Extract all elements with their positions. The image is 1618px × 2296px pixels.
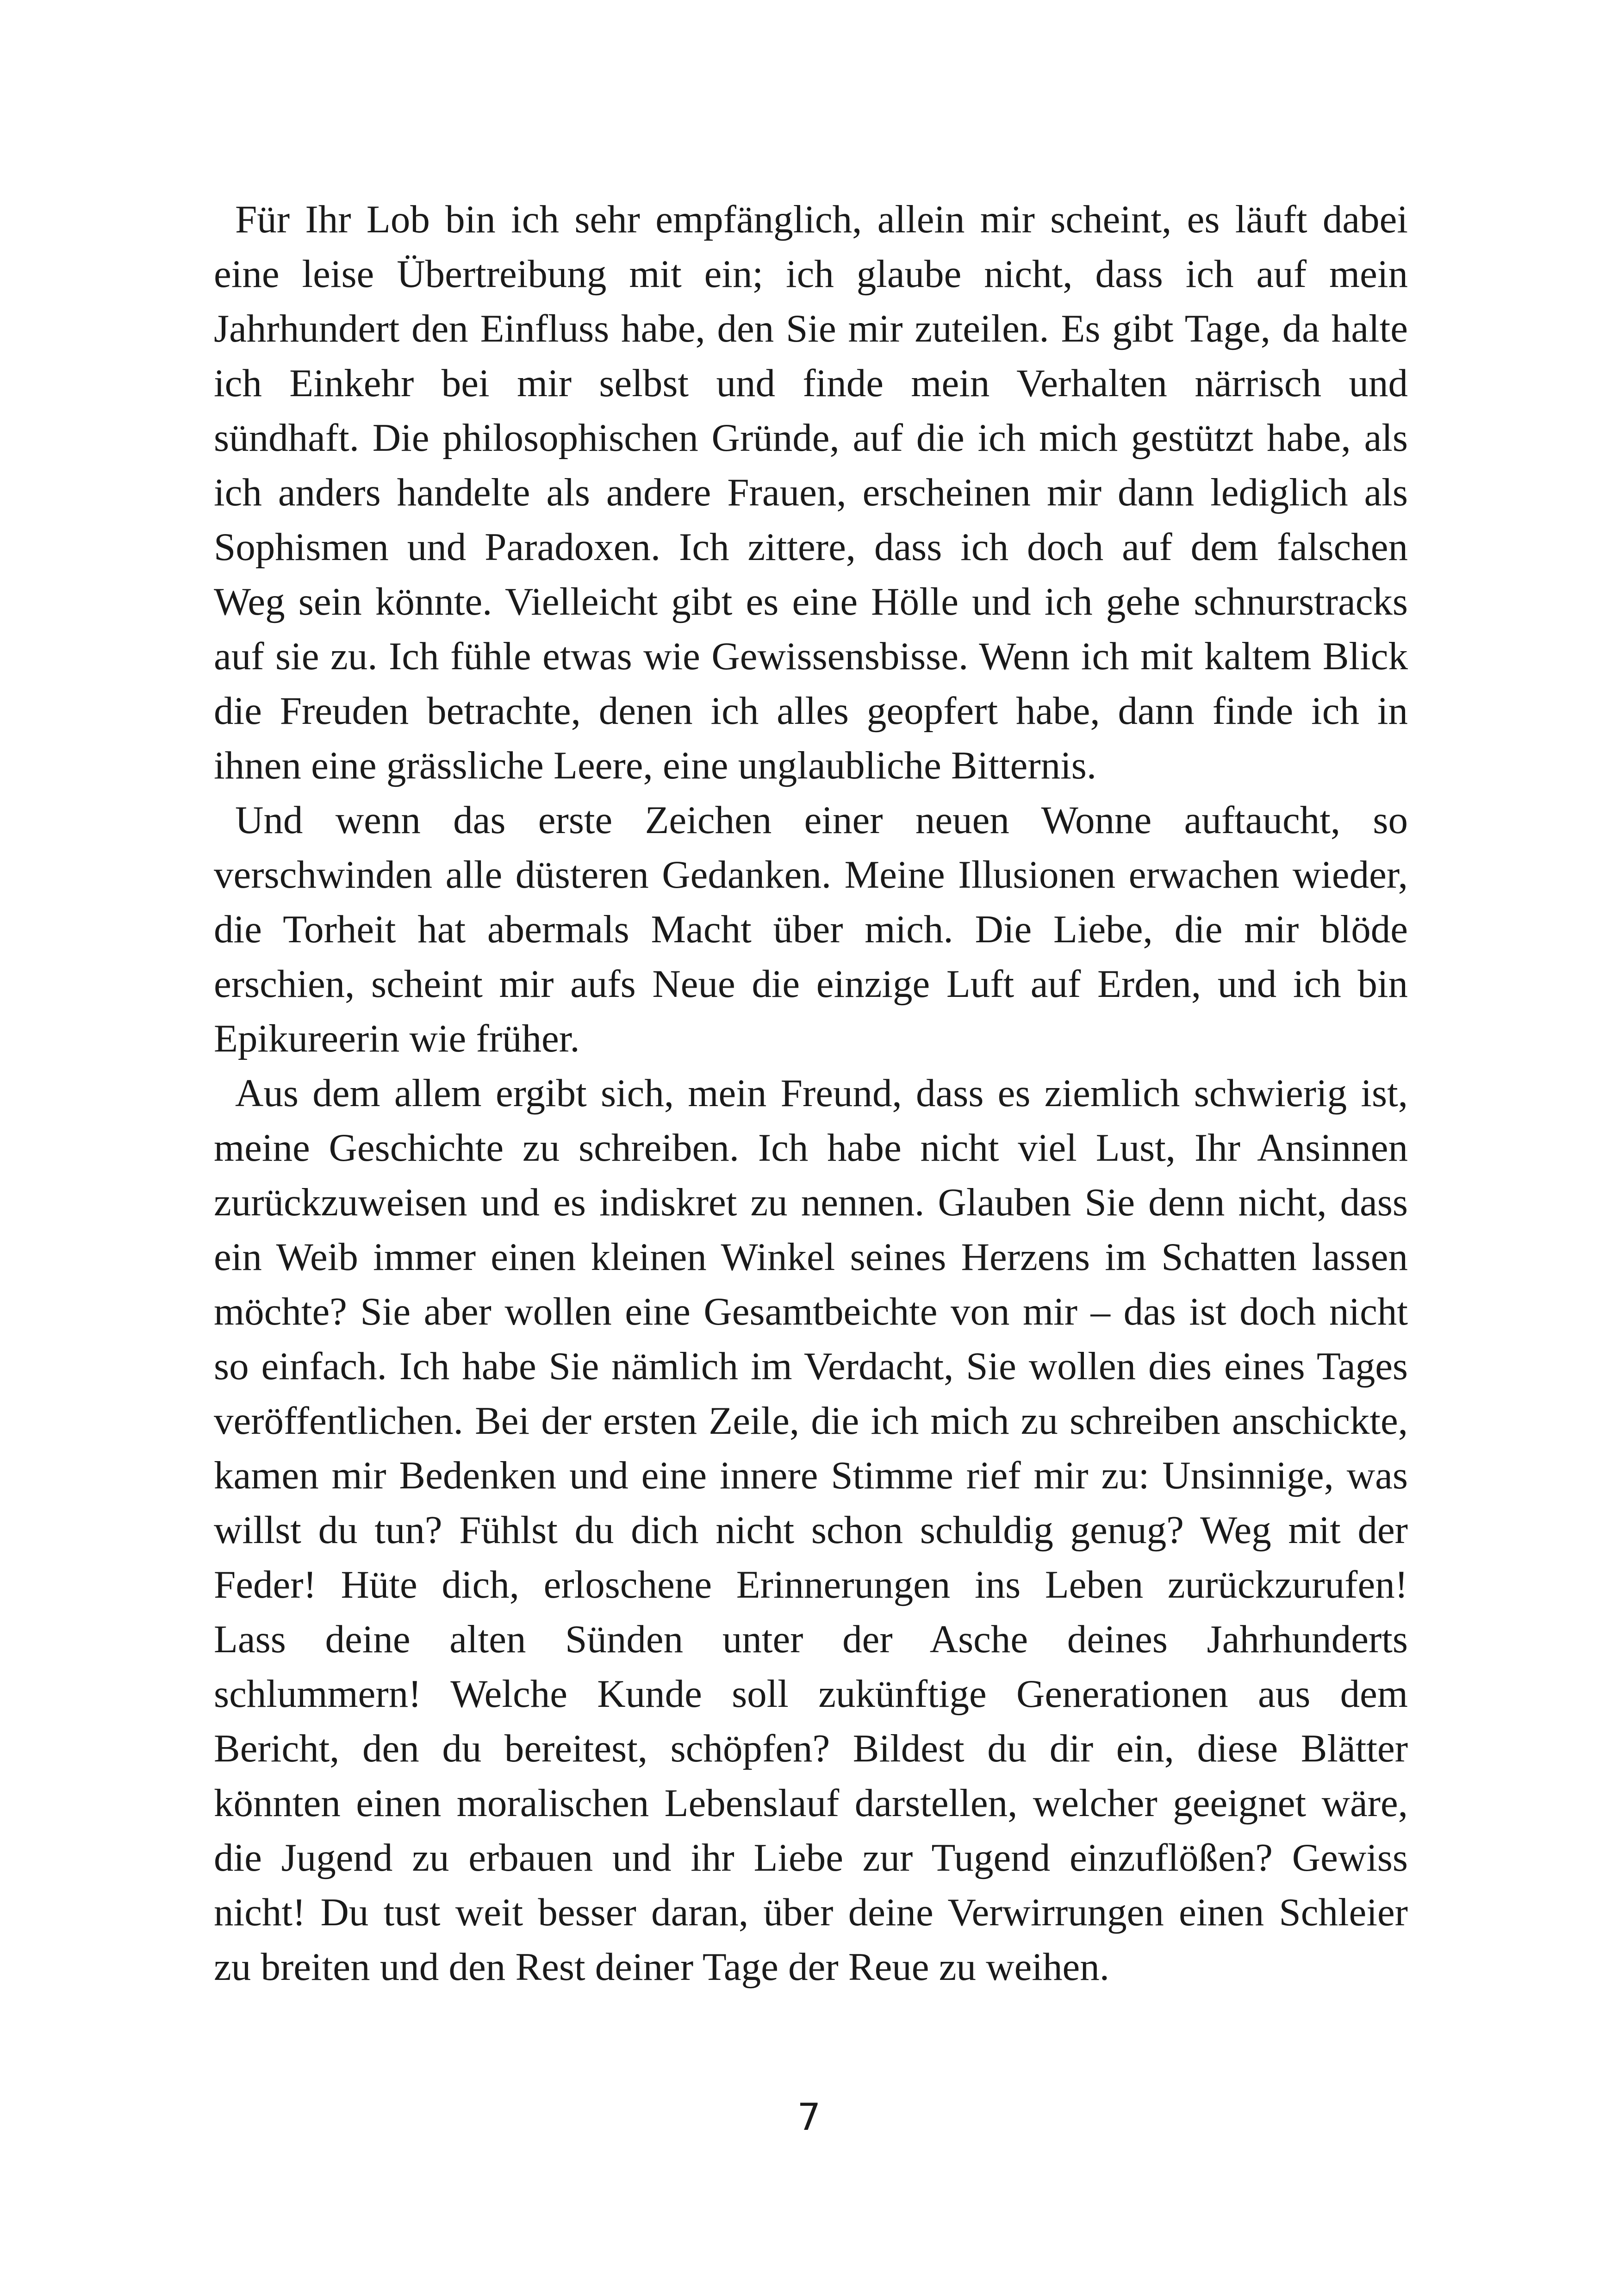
text-line: kamen mir Bedenken und eine innere Stimme rief mir zu: Unsinnige, was [214, 1454, 1408, 1497]
text-line: ich anders handelte als andere Frauen, erscheinen mir dann lediglich als [214, 471, 1408, 514]
text-line: zu breiten und den Rest deiner Tage der Reue zu weihen. [214, 1945, 1109, 1989]
text-line: Und wenn das erste Zeichen einer neuen Wonne auftaucht, so [235, 798, 1408, 842]
text-line: zurückzuweisen und es indiskret zu nennen. Glauben Sie denn nicht, dass [214, 1181, 1408, 1224]
page-number: 7 [797, 2096, 821, 2139]
text-line: Weg sein könnte. Vielleicht gibt es eine Hölle und ich gehe schnurstracks [214, 580, 1408, 623]
text-line: eine leise Übertreibung mit ein; ich glaube nicht, dass ich auf mein [214, 252, 1408, 296]
text-line: könnten einen moralischen Lebenslauf darstellen, welcher geeignet wäre, [214, 1781, 1408, 1825]
text-line: Feder! Hüte dich, erloschene Erinnerungen ins Leben zurückzurufen! [214, 1563, 1408, 1606]
text-line: auf sie zu. Ich fühle etwas wie Gewissensbisse. Wenn ich mit kaltem Blick [214, 635, 1408, 678]
text-line: Lass deine alten Sünden unter der Asche deines Jahrhunderts [214, 1618, 1408, 1661]
text-line: ich Einkehr bei mir selbst und finde mein Verhalten närrisch und [214, 361, 1408, 405]
text-line: nicht! Du tust weit besser daran, über deine Verwirrungen einen Schleier [214, 1891, 1408, 1934]
text-line: so einfach. Ich habe Sie nämlich im Verdacht, Sie wollen dies eines Tages [214, 1344, 1408, 1388]
text-line: ein Weib immer einen kleinen Winkel seines Herzens im Schatten lassen [214, 1235, 1408, 1279]
text-line: willst du tun? Fühlst du dich nicht schon schuldig genug? Weg mit der [214, 1508, 1408, 1552]
text-line: sündhaft. Die philosophischen Gründe, auf die ich mich gestützt habe, als [214, 416, 1408, 460]
text-line: die Jugend zu erbauen und ihr Liebe zur Tugend einzuflößen? Gewiss [214, 1836, 1408, 1879]
text-line: Bericht, den du bereitest, schöpfen? Bildest du dir ein, diese Blätter [214, 1727, 1408, 1770]
text-line: meine Geschichte zu schreiben. Ich habe nicht viel Lust, Ihr Ansinnen [214, 1126, 1408, 1170]
text-line: Für Ihr Lob bin ich sehr empfänglich, allein mir scheint, es läuft dabei [235, 198, 1408, 241]
text-line: schlummern! Welche Kunde soll zukünftige Generationen aus dem [214, 1672, 1408, 1716]
text-line: verschwinden alle düsteren Gedanken. Meine Illusionen erwachen wieder, [214, 853, 1408, 896]
text-line: Aus dem allem ergibt sich, mein Freund, dass es ziemlich schwierig ist, [235, 1071, 1408, 1115]
text-line: erschien, scheint mir aufs Neue die einzige Luft auf Erden, und ich bin [214, 962, 1408, 1006]
text-line: die Torheit hat abermals Macht über mich. Die Liebe, die mir blöde [214, 908, 1408, 951]
paragraph [214, 192, 1408, 793]
paragraph [214, 793, 1408, 1066]
text-line: Sophismen und Paradoxen. Ich zittere, dass ich doch auf dem falschen [214, 525, 1408, 569]
text-line: die Freuden betrachte, denen ich alles geopfert habe, dann finde ich in [214, 689, 1408, 733]
body-text [214, 192, 1408, 1994]
text-line: ihnen eine grässliche Leere, eine unglaubliche Bitternis. [214, 744, 1097, 787]
text-line: Epikureerin wie früher. [214, 1017, 580, 1060]
text-line: Jahrhundert den Einfluss habe, den Sie mir zuteilen. Es gibt Tage, da halte [214, 307, 1408, 350]
text-line: möchte? Sie aber wollen eine Gesamtbeichte von mir – das ist doch nicht [214, 1290, 1408, 1333]
text-line: veröffentlichen. Bei der ersten Zeile, die ich mich zu schreiben anschickte, [214, 1399, 1408, 1443]
paragraph [214, 1066, 1408, 1994]
